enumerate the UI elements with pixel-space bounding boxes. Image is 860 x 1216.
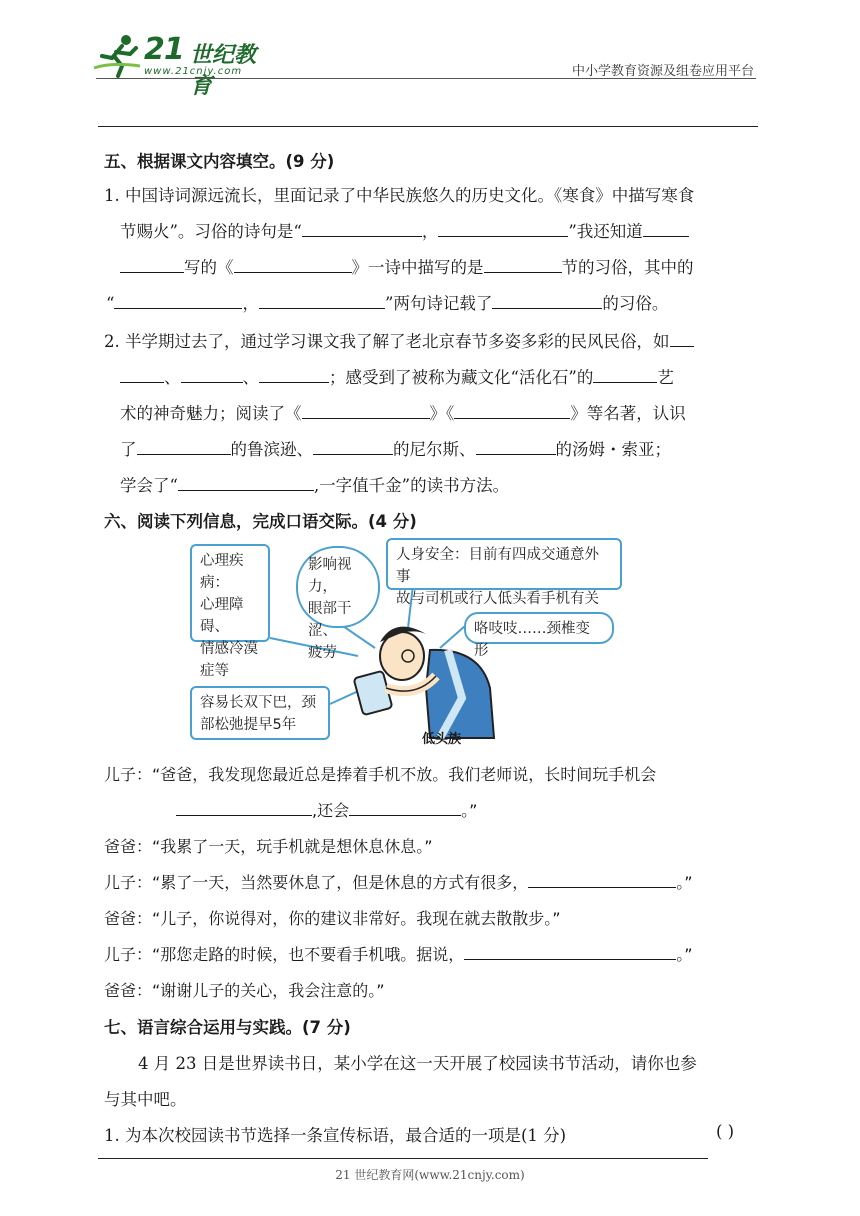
- text: 、: [164, 368, 181, 387]
- s5-q2-line1: [104, 328, 694, 352]
- box-line: 人身安全：目前有四成交通意外事: [396, 547, 599, 585]
- blank[interactable]: [259, 368, 329, 383]
- blank[interactable]: [120, 258, 184, 273]
- section7-q1: 1. 为本次校园读书节选择一条宣传标语，最合适的一项是(1 分): [104, 1126, 567, 1145]
- s5-q1-line4: [106, 290, 668, 314]
- text: 、: [242, 368, 259, 387]
- box-line: 心理疾病：: [200, 553, 244, 591]
- blank[interactable]: [349, 801, 461, 816]
- blank[interactable]: [259, 294, 385, 309]
- box-safety: [386, 538, 622, 607]
- section7-title: 七、语言综合运用与实践。(7 分): [104, 1018, 351, 1037]
- footer-divider: [98, 1158, 708, 1159]
- blank[interactable]: [454, 404, 570, 419]
- blank[interactable]: [670, 332, 694, 347]
- section7-intro-2: 与其中吧。: [104, 1090, 187, 1109]
- blank[interactable]: [178, 476, 314, 491]
- text: 。”: [676, 873, 693, 892]
- section6-title: 六、阅读下列信息，完成口语交际。(4 分): [104, 512, 417, 531]
- blank[interactable]: [484, 258, 562, 273]
- text: 节赐火”。习俗的诗句是“: [120, 222, 302, 241]
- box-mental-health: [190, 544, 270, 679]
- header-divider: [96, 78, 756, 79]
- text: ，: [242, 294, 259, 313]
- box-line: 故与司机或行人低头看手机有关: [396, 591, 599, 607]
- text: 。”: [676, 945, 693, 964]
- blank[interactable]: [438, 222, 568, 237]
- logo-url: www.21cnjy.com: [144, 66, 243, 77]
- text: 学会了“: [120, 476, 178, 495]
- s5-q1-line2: [120, 218, 689, 242]
- s5-q1-line3: [120, 254, 694, 278]
- text: ,还会: [312, 801, 350, 820]
- blank[interactable]: [120, 368, 164, 383]
- box-line: 容易长双下巴，颈: [200, 695, 316, 711]
- box-line: 影响视力，: [308, 557, 352, 595]
- text: 写的《: [184, 258, 234, 277]
- text: ”两句诗记载了: [384, 294, 493, 313]
- logo-number: 21: [144, 32, 184, 67]
- dialogue-line-6: 爸爸：“谢谢儿子的关心，我会注意的。”: [104, 981, 385, 1000]
- text: 的尼尔斯、: [393, 440, 476, 459]
- blank[interactable]: [593, 368, 657, 383]
- text: 的鲁滨逊、: [230, 440, 313, 459]
- box-line: 疲劳: [308, 645, 337, 661]
- text: 儿子：“累了一天，当然要休息了，但是休息的方式有很多，: [104, 873, 529, 892]
- bubble-vision: [296, 546, 380, 661]
- box-line: 症等: [200, 663, 229, 679]
- section5-title: 五、根据课文内容填空。(9 分): [104, 152, 335, 171]
- box-line: 心理障碍、: [200, 597, 244, 635]
- box-chin: [190, 686, 330, 740]
- blank[interactable]: [137, 440, 231, 455]
- blank[interactable]: [492, 294, 602, 309]
- blank[interactable]: [476, 440, 556, 455]
- top-rule: [98, 126, 758, 127]
- blank[interactable]: [114, 294, 242, 309]
- footer-text: 21 世纪教育网(www.21cnjy.com): [335, 1168, 525, 1182]
- blank[interactable]: [464, 945, 676, 960]
- runner-logo-icon: [92, 32, 144, 78]
- blank[interactable]: [528, 873, 676, 888]
- dialogue-line-4: 爸爸：“儿子，你说得对，你的建议非常好。我现在就去散散步。”: [104, 909, 561, 928]
- text: 艺: [657, 368, 674, 387]
- box-line: 部松弛提早5年: [200, 717, 297, 733]
- box-line: 情感冷漠: [200, 641, 258, 657]
- logo-name: 世纪教育: [190, 43, 257, 99]
- text: 术的神奇魅力；阅读了《: [120, 404, 302, 423]
- section7-intro-1: 4 月 23 日是世界读书日，某小学在这一天开展了校园读书节活动，请你也参: [138, 1054, 697, 1073]
- site-logo: [92, 32, 272, 99]
- text: ”我还知道: [568, 222, 643, 241]
- s5-q2-line4: [120, 436, 671, 460]
- text: 了: [120, 440, 137, 459]
- text: “: [106, 294, 115, 313]
- text: 》《: [429, 404, 455, 423]
- figure-caption: 低头族: [422, 732, 462, 747]
- text: 儿子：“那您走路的时候，也不要看手机哦。据说，: [104, 945, 465, 964]
- text: 2. 半学期过去了，通过学习课文我了解了老北京春节多姿多彩的民风民俗，如: [104, 332, 670, 351]
- blank[interactable]: [302, 404, 430, 419]
- text: ；感受到了被称为藏文化“活化石”的: [329, 368, 594, 387]
- dialogue-line-2: 爸爸：“我累了一天，玩手机就是想休息休息。”: [104, 837, 433, 856]
- platform-name: 中小学教育资源及组卷应用平台: [571, 64, 754, 79]
- s5-q1-line1: 1. 中国诗词源远流长，里面记录了中华民族悠久的历史文化。《寒食》中描写寒食: [104, 186, 695, 205]
- blank[interactable]: [176, 801, 312, 816]
- phone-addiction-figure: [190, 538, 630, 748]
- box-neck: 咯吱吱……颈椎变形: [464, 612, 614, 644]
- s5-q2-line2: [120, 364, 674, 388]
- blank[interactable]: [313, 440, 393, 455]
- dialogue-line-1: 儿子：“爸爸，我发现您最近总是捧着手机不放。我们老师说，长时间玩手机会: [104, 765, 657, 784]
- s5-q2-line5: [120, 472, 509, 496]
- text: 的汤姆・索亚；: [555, 440, 671, 459]
- blank[interactable]: [181, 368, 243, 383]
- s5-q2-line3: [120, 400, 686, 424]
- box-line: 眼部干涩、: [308, 601, 352, 639]
- text: ,一字值千金”的读书方法。: [313, 476, 510, 495]
- text: 节的习俗，其中的: [561, 258, 694, 277]
- text: 。”: [461, 801, 478, 820]
- dialogue-line-3: [104, 870, 693, 893]
- text: ，: [421, 222, 439, 241]
- blank[interactable]: [302, 222, 422, 237]
- text: 》一诗中描写的是: [351, 258, 484, 277]
- blank[interactable]: [643, 222, 689, 237]
- text: 》等名著，认识: [570, 404, 686, 423]
- answer-parentheses[interactable]: ( ): [716, 1122, 735, 1141]
- text: 的习俗。: [602, 294, 669, 313]
- blank[interactable]: [234, 258, 352, 273]
- dialogue-line-1b: [176, 798, 477, 821]
- dialogue-line-5: [104, 942, 693, 965]
